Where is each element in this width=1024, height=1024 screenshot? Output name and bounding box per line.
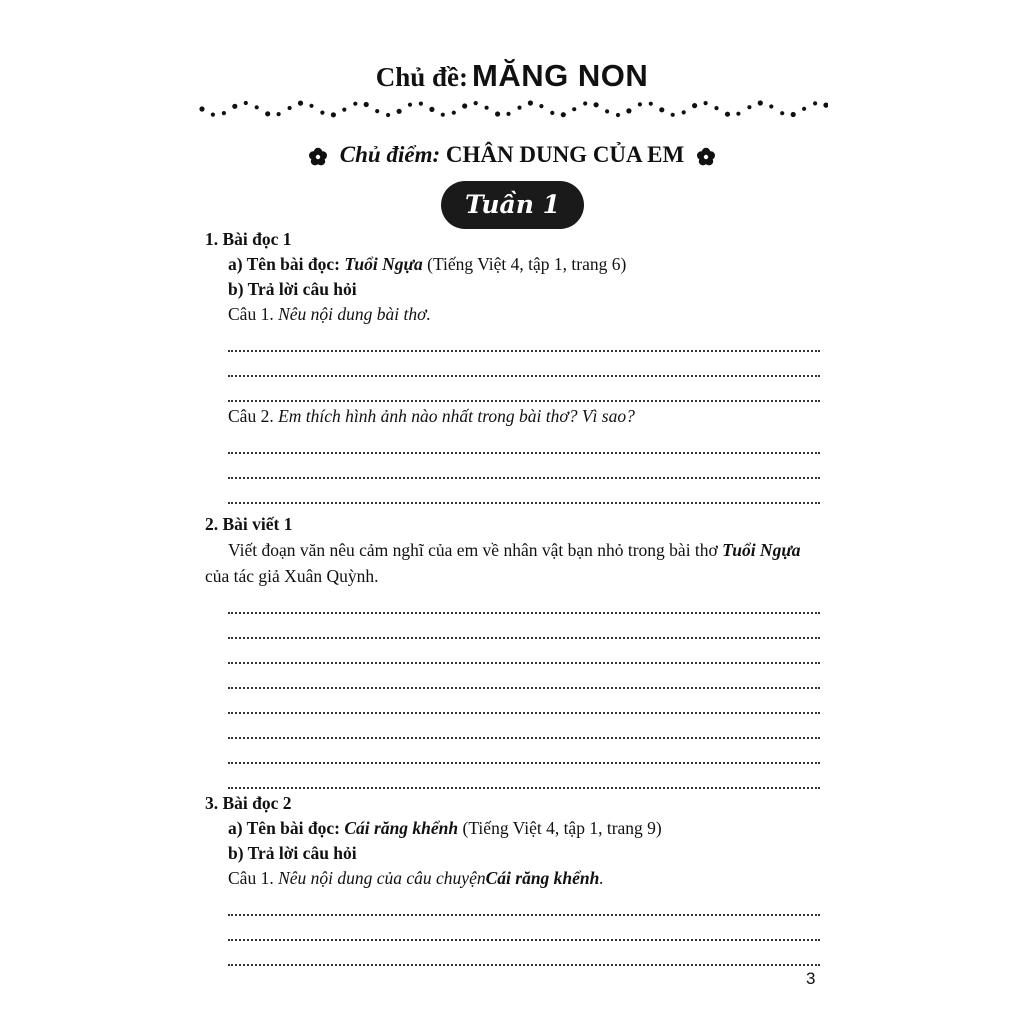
question-number: Câu 1. — [228, 304, 274, 324]
question-text: Nêu nội dung của câu chuyện — [278, 868, 486, 888]
answer-line[interactable] — [228, 327, 820, 352]
question-text: Nêu nội dung bài thơ. — [278, 304, 431, 324]
border-dot — [244, 101, 248, 105]
border-dot — [769, 104, 773, 108]
question-end: . — [599, 868, 604, 888]
topic-heading — [0, 58, 1024, 94]
border-dot — [704, 101, 708, 105]
border-dot — [616, 113, 620, 117]
border-dot — [255, 105, 259, 109]
border-dot — [211, 113, 215, 117]
reading-reference: (Tiếng Việt 4, tập 1, trang 6) — [427, 254, 627, 274]
border-dot — [222, 111, 226, 115]
answer-questions-label: b) Trả lời câu hỏi — [228, 279, 357, 299]
border-dot — [265, 111, 270, 116]
border-dot — [441, 113, 445, 117]
reading-title: Cái răng khểnh — [344, 818, 459, 838]
border-dot — [682, 110, 686, 114]
poem-title: Tuổi Ngựa — [722, 540, 801, 560]
answer-line[interactable] — [228, 479, 820, 504]
question-number: Câu 1. — [228, 868, 274, 888]
border-dot — [331, 112, 336, 117]
answer-line[interactable] — [228, 916, 820, 941]
border-dot — [462, 103, 467, 108]
question-text: Em thích hình ảnh nào nhất trong bài thơ? Vì sao? — [278, 406, 635, 426]
section-title: 3. Bài đọc 2 — [205, 793, 292, 813]
border-dot — [671, 113, 675, 117]
border-dot — [747, 105, 751, 109]
border-dot — [758, 100, 763, 105]
worksheet-content — [205, 227, 820, 966]
answer-line[interactable] — [228, 941, 820, 966]
border-dot — [375, 109, 379, 113]
answer-line[interactable] — [228, 429, 820, 454]
writing-prompt — [205, 537, 820, 589]
border-dot — [780, 111, 784, 115]
border-dot — [277, 112, 281, 116]
question-line — [205, 302, 820, 327]
subtopic-label: Chủ điểm: — [339, 142, 441, 167]
border-dot — [452, 111, 456, 115]
border-dot — [232, 104, 237, 109]
dotted-border-ornament — [198, 96, 828, 122]
border-dot — [419, 102, 423, 106]
border-dot — [638, 102, 642, 106]
answer-line[interactable] — [228, 764, 820, 789]
reading-title-line — [205, 816, 820, 841]
border-dot — [495, 111, 500, 116]
section-title: 1. Bài đọc 1 — [205, 229, 292, 249]
border-dot — [485, 106, 489, 110]
border-dot — [320, 111, 324, 115]
question-line — [205, 866, 820, 891]
answer-line[interactable] — [228, 614, 820, 639]
border-dot — [429, 107, 434, 112]
border-dot — [353, 102, 357, 106]
border-dot — [659, 107, 664, 112]
answer-line[interactable] — [228, 454, 820, 479]
border-dot — [199, 106, 204, 111]
border-dot — [288, 106, 292, 110]
reading-title: Tuổi Ngựa — [344, 254, 423, 274]
border-dot — [802, 107, 806, 111]
border-dot — [649, 102, 653, 106]
border-dot — [408, 103, 412, 107]
reading-title-label: a) Tên bài đọc: — [228, 818, 340, 838]
subtopic-heading — [0, 142, 1024, 168]
border-dot — [342, 108, 346, 112]
border-dot — [517, 106, 521, 110]
question-line — [205, 404, 820, 429]
border-dot — [474, 101, 478, 105]
story-title: Cái răng khểnh — [485, 868, 600, 888]
reading-title-line — [205, 252, 820, 277]
border-dot — [298, 101, 303, 106]
answer-line[interactable] — [228, 377, 820, 402]
answer-line[interactable] — [228, 891, 820, 916]
border-dot — [386, 113, 390, 117]
border-dot — [594, 102, 599, 107]
flower-icon — [696, 147, 716, 167]
border-dot — [397, 109, 402, 114]
flower-icon — [308, 147, 328, 167]
answer-line[interactable] — [228, 664, 820, 689]
border-dot — [364, 102, 369, 107]
subtopic-title: CHÂN DUNG CỦA EM — [445, 142, 685, 167]
answer-line[interactable] — [228, 639, 820, 664]
section-title: 2. Bài viết 1 — [205, 514, 293, 534]
answer-line[interactable] — [228, 739, 820, 764]
answer-line[interactable] — [228, 714, 820, 739]
answer-questions-label: b) Trả lời câu hỏi — [228, 843, 357, 863]
border-dot — [583, 101, 587, 105]
week-badge: Tuần 1 — [441, 181, 584, 229]
border-dot — [823, 103, 828, 108]
answer-line[interactable] — [228, 352, 820, 377]
answer-line[interactable] — [228, 689, 820, 714]
border-dot — [626, 108, 631, 113]
question-number: Câu 2. — [228, 406, 274, 426]
border-dot — [550, 111, 554, 115]
border-dot — [725, 112, 730, 117]
border-dot — [506, 112, 510, 116]
border-dot — [714, 106, 718, 110]
border-dot — [605, 109, 609, 113]
border-dot — [736, 112, 740, 116]
border-dot — [539, 104, 543, 108]
border-dot — [791, 112, 796, 117]
border-dot — [692, 103, 697, 108]
answer-line[interactable] — [228, 589, 820, 614]
reading-reference: (Tiếng Việt 4, tập 1, trang 9) — [462, 818, 662, 838]
topic-title: MĂNG NON — [472, 58, 649, 93]
border-dot — [813, 101, 817, 105]
topic-label: Chủ đề: — [375, 62, 469, 92]
border-dot — [528, 100, 533, 105]
page-number: 3 — [806, 969, 816, 988]
border-dot — [561, 112, 566, 117]
border-dot — [572, 107, 576, 111]
prompt-text: Viết đoạn văn nêu cảm nghĩ của em về nhân vật bạn nhỏ trong bài thơ — [228, 540, 718, 560]
border-dot — [309, 104, 313, 108]
reading-title-label: a) Tên bài đọc: — [228, 254, 340, 274]
prompt-text: của tác giả Xuân Quỳnh. — [205, 566, 379, 586]
